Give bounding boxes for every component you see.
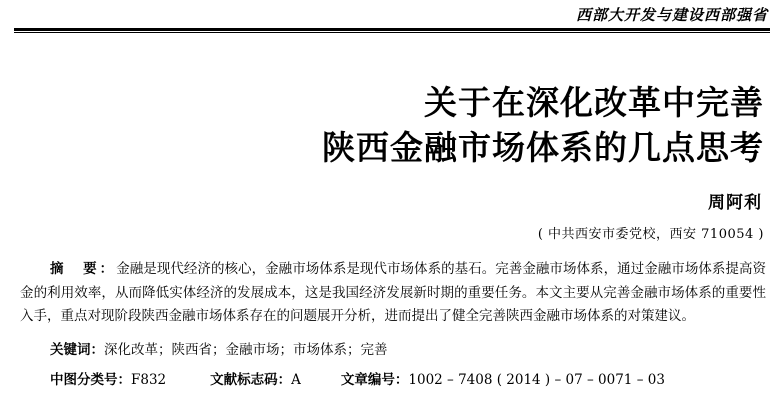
title-line-2: 陕西金融市场体系的几点思考	[322, 127, 764, 167]
page-title	[14, 81, 770, 170]
article-label: 文章编号：	[340, 371, 409, 388]
article-value: 1002 – 7408 ( 2014 ) – 07 – 0071 – 03	[408, 371, 665, 388]
author-name: 周阿利	[708, 193, 762, 214]
title-line-1: 关于在深化改革中完善	[424, 83, 764, 122]
clc-value: F832	[131, 371, 167, 388]
document-value: A	[291, 371, 301, 388]
keywords-line	[14, 339, 770, 362]
document-label: 文献标志码：	[210, 371, 292, 388]
keywords-text: 深化改革；陕西省；金融市场；市场体系；完善	[104, 341, 388, 358]
abstract-text: 金融是现代经济的核心，金融市场体系是现代市场体系的基石。完善金融市场体系，通过金融市场体系提高资金的利用效率，从而降低实体经济的发展成本，这是我国经济发展新时期的重要任务。本文主要从完善金融市场体系的重要性入手，重点对现阶段陕西金融市场体系存在的问题展开分析，进而提出了健全完善陕西金融市场体系的对策建议。	[20, 261, 767, 325]
abstract-paragraph	[14, 258, 770, 329]
running-head: 西部大开发与建设西部强省	[575, 6, 768, 24]
clc-code	[50, 368, 166, 388]
clc-label: 中图分类号：	[50, 371, 131, 388]
header-rule-thick	[14, 28, 770, 31]
document-code	[210, 368, 301, 388]
keywords-label: 关键词：	[50, 341, 104, 358]
author-affiliation: ( 中共西安市委党校，西安 710054 )	[537, 227, 764, 243]
article-number	[341, 368, 665, 388]
publication-codes	[14, 368, 770, 388]
abstract-label: 摘 要：	[50, 261, 117, 278]
header-rule-thin	[14, 32, 770, 33]
